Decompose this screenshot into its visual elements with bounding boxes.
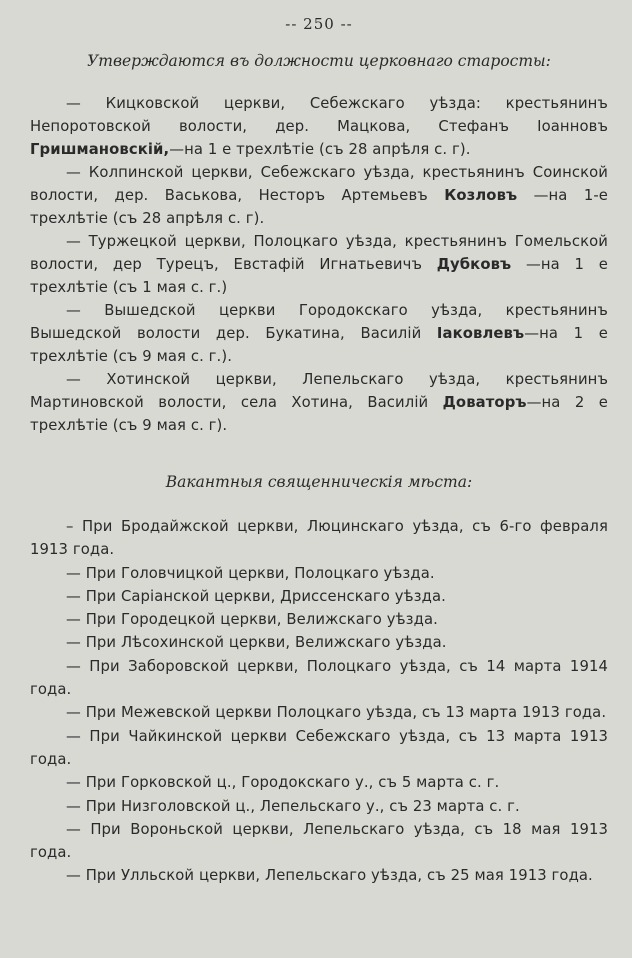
list-item: — При Чайкинской церкви Себежскаго уѣзда, съ 13 марта 1913 года. (30, 727, 608, 768)
list-item: — При Вороньской церкви, Лепельскаго уѣзда, съ 18 мая 1913 года. (30, 820, 608, 862)
list-item: – При Бродайжской церкви, Люцинскаго уѣзда, съ 6-го февраля 1913 года. (30, 518, 608, 559)
list-item: — Туржецкой церкви, Полоцкаго уѣзда, крестьянинъ Гомельской волости, дер Турецъ, Евстафій Игнатьевичъ Дубковъ —на 1 е трехлѣтіе (съ 1 мая с. г.) (30, 233, 608, 296)
list-item: — При Низголовской ц., Лепельскаго у., съ 23 марта с. г. (66, 797, 520, 815)
person-name: Гришмановскій, (30, 141, 170, 158)
section-title-vacancies: Вакантныя священническія мѣста: (165, 473, 473, 491)
list-item: — Колпинской церкви, Себежскаго уѣзда, крестьянинъ Соинской волости, дер. Васькова, Несторъ Артемьевъ Козловъ —на 1-е трехлѣтіе (съ 28 апрѣля с. г). (30, 164, 608, 227)
church-wardens-list (30, 92, 608, 437)
list-item: — При Лѣсохинской церкви, Велижскаго уѣзда. (66, 634, 447, 652)
person-name: Козловъ (444, 187, 518, 204)
list-item: — Вышедской церкви Городокскаго уѣзда, крестьянинъ Вышедской волости дер. Букатина, Василій Іаковлевъ—на 1 е трехлѣтіе (съ 9 мая с. г.). (30, 302, 608, 365)
vacancies-list (30, 515, 608, 888)
list-item: — При Горковской ц., Городокскаго у., съ 5 марта с. г. (66, 774, 500, 792)
list-item: — Кицковской церкви, Себежскаго уѣзда: крестьянинъ Непоротовской волости, дер. Мацкова, Стефанъ Іоанновъ Гришмановскій,—на 1 е трехлѣтіе (съ 28 апрѣля с. г). (30, 95, 608, 158)
list-item: — При Улльской церкви, Лепельскаго уѣзда, съ 25 мая 1913 года. (66, 867, 593, 885)
list-item: — При Саріанской церкви, Дриссенскаго уѣзда. (66, 587, 446, 605)
section-gap (30, 437, 608, 471)
list-item: — Хотинской церкви, Лепельскаго уѣзда, крестьянинъ Мартиновской волости, села Хотина, Василій Доваторъ—на 2 е трехлѣтіе (съ 9 мая с. г). (30, 371, 608, 434)
list-item: — При Заборовской церкви, Полоцкаго уѣзда, съ 14 марта 1914 года. (30, 657, 608, 699)
list-item: — При Городецкой церкви, Велижскаго уѣзда. (66, 611, 438, 629)
person-name: Іаковлевъ (436, 325, 525, 342)
page-number: -- 250 -- (285, 15, 353, 33)
list-item: — При Межевской церкви Полоцкаго уѣзда, съ 13 марта 1913 года. (66, 704, 607, 722)
person-name: Доваторъ (442, 394, 527, 411)
list-item: — При Головчицкой церкви, Полоцкаго уѣзда. (66, 564, 435, 582)
person-name: Дубковъ (436, 256, 512, 273)
section-title-church-wardens: Утверждаются въ должности церковнаго старосты: (87, 52, 551, 70)
